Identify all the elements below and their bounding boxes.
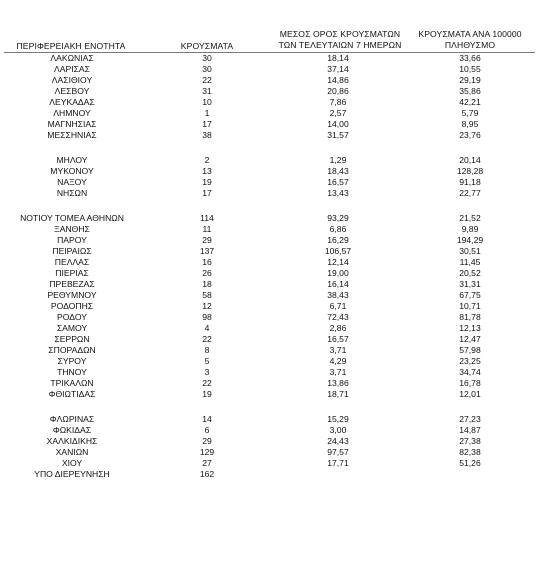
cell-cases: 8: [204, 345, 210, 355]
cell-avg7: 16,57: [327, 334, 349, 344]
table-row: [0, 312, 539, 323]
cell-region: ΝΟΤΙΟΥ ΤΟΜΕΑ ΑΘΗΝΩΝ: [20, 213, 124, 223]
cell-region: ΛΑΡΙΣΑΣ: [54, 64, 90, 74]
cell-per100k: 23,25: [459, 356, 481, 366]
cell-per100k: 35,86: [459, 86, 481, 96]
table-row: [0, 367, 539, 378]
cell-region: ΧΑΛΚΙΔΙΚΗΣ: [46, 436, 98, 446]
header-avg7: [270, 29, 410, 51]
cell-region: ΣΠΟΡΑΔΩΝ: [48, 345, 96, 355]
cell-per100k: 57,98: [459, 345, 481, 355]
cell-region: ΜΕΣΣΗΝΙΑΣ: [47, 130, 97, 140]
cell-region: ΛΕΥΚΑΔΑΣ: [49, 97, 95, 107]
table-row: [0, 119, 539, 130]
cell-avg7: 13,43: [327, 188, 349, 198]
cell-region: ΦΛΩΡΙΝΑΣ: [49, 414, 95, 424]
table-row: [0, 447, 539, 458]
cell-region: ΤΡΙΚΑΛΩΝ: [50, 378, 94, 388]
table-row: [0, 356, 539, 367]
cell-avg7: 24,43: [327, 436, 349, 446]
table-row: [0, 155, 539, 166]
cell-per100k: 11,45: [459, 257, 481, 267]
cell-region: ΡΕΘΥΜΝΟΥ: [47, 290, 97, 300]
table-row: [0, 414, 539, 425]
cell-cases: 129: [199, 447, 215, 457]
cell-region: ΡΟΔΟΠΗΣ: [50, 301, 94, 311]
table-row: [0, 279, 539, 290]
cell-region: ΦΩΚΙΔΑΣ: [52, 425, 92, 435]
table-row: [0, 130, 539, 141]
header-per100k-line2: ΠΛΗΘΥΣΜΟ: [444, 40, 496, 50]
table-row: [0, 108, 539, 119]
table-row: [0, 213, 539, 224]
table-row: [0, 323, 539, 334]
table-row: [0, 86, 539, 97]
cell-cases: 29: [202, 235, 212, 245]
cell-cases: 10: [202, 97, 212, 107]
table-row: [0, 257, 539, 268]
cell-region: ΝΗΣΩΝ: [56, 188, 88, 198]
cell-avg7: 3,71: [329, 367, 347, 377]
table-body: [0, 53, 539, 480]
cell-cases: 2: [204, 155, 210, 165]
header-cases-text: ΚΡΟΥΣΜΑΤΑ: [180, 41, 234, 51]
cell-per100k: 14,87: [459, 425, 481, 435]
cell-region: ΛΑΚΩΝΙΑΣ: [50, 53, 94, 63]
cell-per100k: 33,66: [459, 53, 481, 63]
cell-cases: 3: [204, 367, 210, 377]
cell-per100k: 5,79: [461, 108, 479, 118]
cell-region: ΛΑΣΙΘΙΟΥ: [51, 75, 93, 85]
cell-cases: 18: [202, 279, 212, 289]
cell-avg7: 7,86: [329, 97, 347, 107]
table-row: [0, 64, 539, 75]
header-region-text: ΠΕΡΙΦΕΡΕΙΑΚΗ ΕΝΟΤΗΤΑ: [16, 41, 126, 51]
cell-cases: 38: [202, 130, 212, 140]
cell-per100k: 194,29: [456, 235, 484, 245]
cell-per100k: 31,31: [459, 279, 481, 289]
table-row: [0, 268, 539, 279]
cell-cases: 27: [202, 458, 212, 468]
cell-cases: 6: [204, 425, 210, 435]
cell-cases: 17: [202, 188, 212, 198]
cell-region: ΧΙΟΥ: [61, 458, 83, 468]
table-row: [0, 166, 539, 177]
table-row: [0, 177, 539, 188]
table-row: [0, 389, 539, 400]
cell-region: ΠΕΙΡΑΙΩΣ: [52, 246, 92, 256]
header-region: [0, 41, 142, 52]
cell-cases: 13: [202, 166, 212, 176]
cell-cases: 4: [204, 323, 210, 333]
cell-region: ΣΕΡΡΩΝ: [54, 334, 90, 344]
header-per100k-line1: ΚΡΟΥΣΜΑΤΑ ΑΝΑ 100000: [418, 29, 522, 39]
blank-row: [0, 400, 539, 414]
cell-region: ΝΑΞΟΥ: [57, 177, 87, 187]
cell-per100k: 12,01: [459, 389, 481, 399]
cell-region: ΠΡΕΒΕΖΑΣ: [49, 279, 95, 289]
cell-region: ΣΑΜΟΥ: [56, 323, 88, 333]
table-row: [0, 75, 539, 86]
table-row: [0, 469, 539, 480]
cell-region: ΜΗΛΟΥ: [56, 155, 88, 165]
cell-per100k: 12,47: [459, 334, 481, 344]
cell-per100k: 128,28: [456, 166, 484, 176]
cell-region: ΛΕΣΒΟΥ: [54, 86, 90, 96]
cell-per100k: 27,23: [459, 414, 481, 424]
cell-per100k: 82,38: [459, 447, 481, 457]
header-avg7-line1: ΜΕΣΟΣ ΟΡΟΣ ΚΡΟΥΣΜΑΤΩΝ: [279, 29, 401, 39]
cell-avg7: 31,57: [327, 130, 349, 140]
cell-per100k: 10,55: [459, 64, 481, 74]
cell-avg7: 3,00: [329, 425, 347, 435]
cell-cases: 26: [202, 268, 212, 278]
table-row: [0, 301, 539, 312]
cell-per100k: 10,71: [459, 301, 481, 311]
cell-cases: 11: [202, 224, 212, 234]
cell-avg7: 16,29: [327, 235, 349, 245]
cell-avg7: 2,57: [329, 108, 347, 118]
cell-cases: 30: [202, 64, 212, 74]
cell-cases: 31: [202, 86, 212, 96]
table-row: [0, 97, 539, 108]
cell-per100k: 9,89: [461, 224, 479, 234]
cell-cases: 29: [202, 436, 212, 446]
cell-region: ΜΥΚΟΝΟΥ: [50, 166, 94, 176]
blank-row: [0, 141, 539, 155]
cell-avg7: 20,86: [327, 86, 349, 96]
cell-avg7: 106,57: [324, 246, 352, 256]
cell-avg7: 19,00: [327, 268, 349, 278]
header-cases: [172, 41, 242, 52]
table-row: [0, 378, 539, 389]
table-row: [0, 436, 539, 447]
cell-cases: 22: [202, 334, 212, 344]
table-row: [0, 53, 539, 64]
cell-region: ΠΙΕΡΙΑΣ: [55, 268, 89, 278]
cell-region: ΥΠΟ ΔΙΕΡΕΥΝΗΣΗ: [34, 469, 110, 479]
cell-per100k: 67,75: [459, 290, 481, 300]
cell-per100k: 21,52: [459, 213, 481, 223]
cell-per100k: 22,77: [459, 188, 481, 198]
cell-cases: 12: [202, 301, 212, 311]
cell-avg7: 14,86: [327, 75, 349, 85]
cell-cases: 19: [202, 177, 212, 187]
cell-region: ΛΗΜΝΟΥ: [53, 108, 91, 118]
cell-cases: 5: [204, 356, 210, 366]
table-row: [0, 334, 539, 345]
cell-cases: 137: [199, 246, 215, 256]
cell-region: ΜΑΓΝΗΣΙΑΣ: [47, 119, 97, 129]
table-row: [0, 224, 539, 235]
table-row: [0, 345, 539, 356]
cell-per100k: 30,51: [459, 246, 481, 256]
cell-region: ΧΑΝΙΩΝ: [55, 447, 89, 457]
cell-per100k: 91,18: [459, 177, 481, 187]
cell-cases: 1: [204, 108, 210, 118]
cell-cases: 22: [202, 75, 212, 85]
cell-per100k: 23,76: [459, 130, 481, 140]
cell-avg7: 14,00: [327, 119, 349, 129]
cell-per100k: 29,19: [459, 75, 481, 85]
cell-cases: 162: [199, 469, 215, 479]
cell-region: ΞΑΝΘΗΣ: [54, 224, 90, 234]
cell-avg7: 15,29: [327, 414, 349, 424]
cell-per100k: 34,74: [459, 367, 481, 377]
cell-cases: 19: [202, 389, 212, 399]
cell-per100k: 81,78: [459, 312, 481, 322]
cell-per100k: 42,21: [459, 97, 481, 107]
cell-avg7: 18,43: [327, 166, 349, 176]
cell-cases: 16: [202, 257, 212, 267]
cell-avg7: 18,71: [327, 389, 349, 399]
cell-avg7: 16,14: [327, 279, 349, 289]
cell-per100k: 16,78: [459, 378, 481, 388]
cell-avg7: 17,71: [327, 458, 349, 468]
table-row: [0, 235, 539, 246]
cell-per100k: 51,26: [459, 458, 481, 468]
cell-region: ΦΘΙΩΤΙΔΑΣ: [48, 389, 96, 399]
cell-per100k: 20,52: [459, 268, 481, 278]
table-row: [0, 290, 539, 301]
cell-region: ΤΗΝΟΥ: [57, 367, 87, 377]
cell-region: ΡΟΔΟΥ: [57, 312, 87, 322]
table-row: [0, 458, 539, 469]
cell-avg7: 72,43: [327, 312, 349, 322]
cell-avg7: 3,71: [329, 345, 347, 355]
cell-cases: 114: [200, 213, 214, 223]
blank-row: [0, 199, 539, 213]
cell-cases: 17: [202, 119, 212, 129]
table-row: [0, 188, 539, 199]
cell-cases: 98: [202, 312, 212, 322]
cell-per100k: 12,13: [459, 323, 481, 333]
cell-avg7: 16,57: [327, 177, 349, 187]
cell-avg7: 1,29: [329, 155, 347, 165]
cell-avg7: 37,14: [327, 64, 349, 74]
cell-cases: 14: [202, 414, 212, 424]
table-row: [0, 246, 539, 257]
cell-region: ΣΥΡΟΥ: [57, 356, 87, 366]
cell-cases: 30: [202, 53, 212, 63]
table-row: [0, 425, 539, 436]
cell-avg7: 38,43: [327, 290, 349, 300]
cell-avg7: 2,86: [329, 323, 347, 333]
cell-per100k: 27,38: [459, 436, 481, 446]
cell-per100k: 20,14: [459, 155, 481, 165]
cell-cases: 22: [202, 378, 212, 388]
cell-per100k: 8,95: [461, 119, 479, 129]
cell-avg7: 93,29: [327, 213, 349, 223]
cell-avg7: 13,86: [327, 378, 349, 388]
cell-avg7: 6,71: [329, 301, 347, 311]
cell-avg7: 6,86: [329, 224, 347, 234]
cell-avg7: 4,29: [329, 356, 347, 366]
cell-avg7: 97,57: [327, 447, 349, 457]
cell-cases: 58: [202, 290, 212, 300]
cell-region: ΠΕΛΛΑΣ: [54, 257, 90, 267]
header-avg7-line2: ΤΩΝ ΤΕΛΕΥΤΑΙΩΝ 7 ΗΜΕΡΩΝ: [278, 40, 402, 50]
cell-avg7: 18,14: [327, 53, 349, 63]
header-per100k: [410, 29, 530, 51]
cell-avg7: 12,14: [327, 257, 349, 267]
cell-region: ΠΑΡΟΥ: [57, 235, 87, 245]
